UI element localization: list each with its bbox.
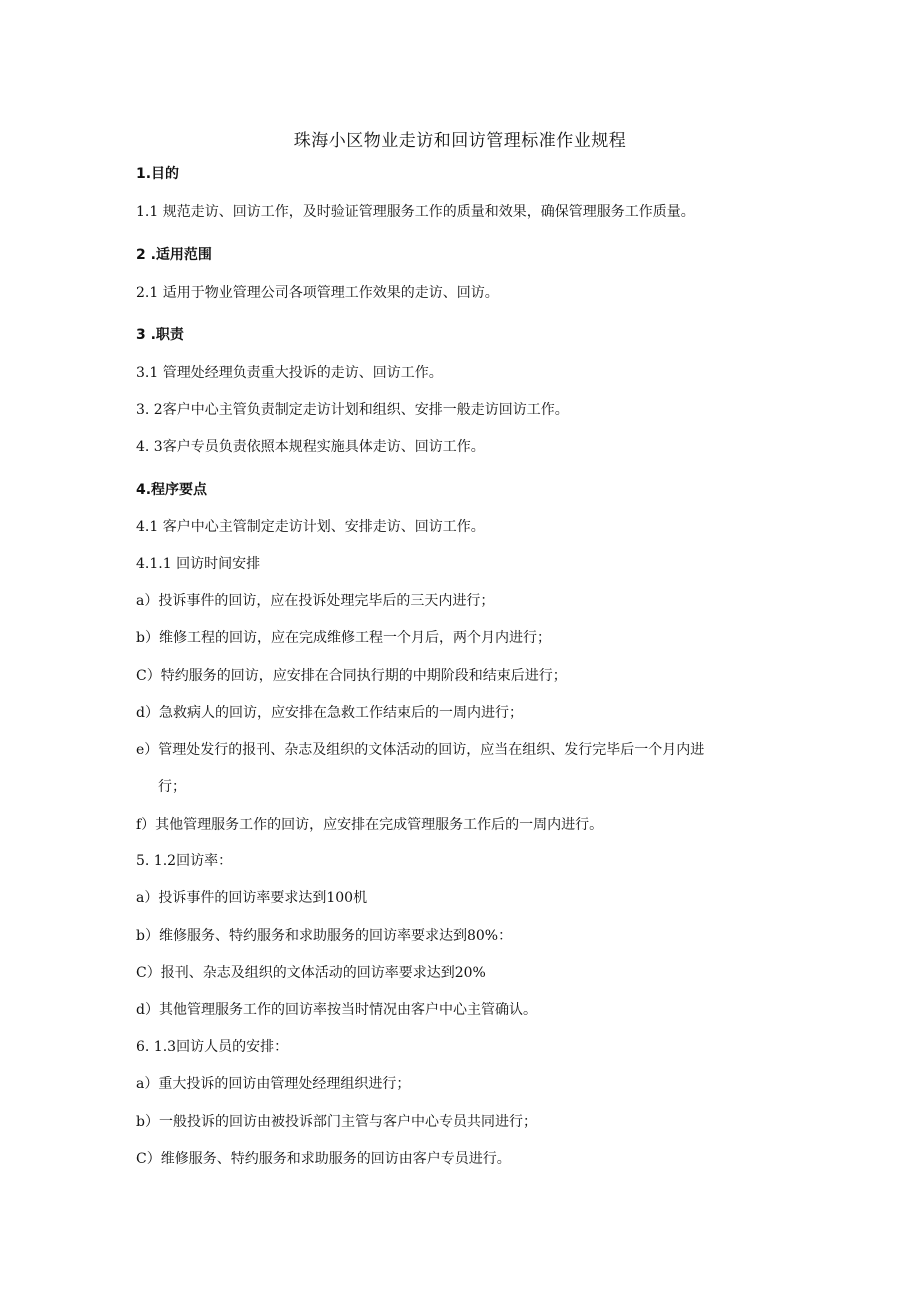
paragraph-1-1: 1.1 规范走访、回访工作，及时验证管理服务工作的质量和效果，确保管理服务工作质量。 — [136, 204, 695, 220]
section-heading-purpose: 1.目的 — [136, 166, 180, 182]
list-item: b）维修服务、特约服务和求助服务的回访率要求达到80%： — [136, 928, 513, 944]
paragraph-3-1: 3.1 管理处经理负责重大投诉的走访、回访工作。 — [136, 365, 443, 381]
section-heading-procedure: 4.程序要点 — [136, 482, 208, 498]
list-item: a）投诉事件的回访，应在投诉处理完毕后的三天内进行； — [136, 593, 495, 609]
list-item: d）其他管理服务工作的回访率按当时情况由客户中心主管确认。 — [136, 1002, 537, 1018]
list-item: a）重大投诉的回访由管理处经理组织进行； — [136, 1076, 411, 1092]
section-heading-scope: 2 .适用范围 — [136, 247, 212, 263]
list-item: C）特约服务的回访，应安排在合同执行期的中期阶段和结束后进行； — [136, 668, 567, 684]
list-item-continuation: 行； — [158, 779, 186, 795]
paragraph-6: 6. 1.3回访人员的安排： — [136, 1039, 289, 1055]
list-item: C）维修服务、特约服务和求助服务的回访由客户专员进行。 — [136, 1151, 511, 1167]
paragraph-3-2: 3. 2客户中心主管负责制定走访计划和组织、安排一般走访回访工作。 — [136, 402, 569, 418]
list-item: d）急救病人的回访，应安排在急救工作结束后的一周内进行； — [136, 705, 523, 721]
document-title: 珠海小区物业走访和回访管理标准作业规程 — [293, 131, 627, 151]
list-item: a）投诉事件的回访率要求达到100机 — [136, 890, 368, 906]
paragraph-2-1: 2.1 适用于物业管理公司各项管理工作效果的走访、回访。 — [136, 285, 499, 301]
paragraph-4-1: 4.1 客户中心主管制定走访计划、安排走访、回访工作。 — [136, 519, 485, 535]
list-item: b）维修工程的回访，应在完成维修工程一个月后，两个月内进行； — [136, 630, 551, 646]
list-item: b）一般投诉的回访由被投诉部门主管与客户中心专员共同进行； — [136, 1114, 537, 1130]
list-item: C）报刊、杂志及组织的文体活动的回访率要求达到20% — [136, 965, 486, 981]
list-item: f）其他管理服务工作的回访，应安排在完成管理服务工作后的一周内进行。 — [136, 817, 604, 833]
paragraph-4-1-1: 4.1.1 回访时间安排 — [136, 556, 261, 572]
paragraph-3-3: 4. 3客户专员负责依照本规程实施具体走访、回访工作。 — [136, 439, 485, 455]
list-item: e）管理处发行的报刊、杂志及组织的文体活动的回访，应当在组织、发行完毕后一个月内进 — [136, 742, 705, 758]
paragraph-5: 5. 1.2回访率： — [136, 853, 233, 869]
section-heading-responsibilities: 3 .职责 — [136, 327, 184, 343]
